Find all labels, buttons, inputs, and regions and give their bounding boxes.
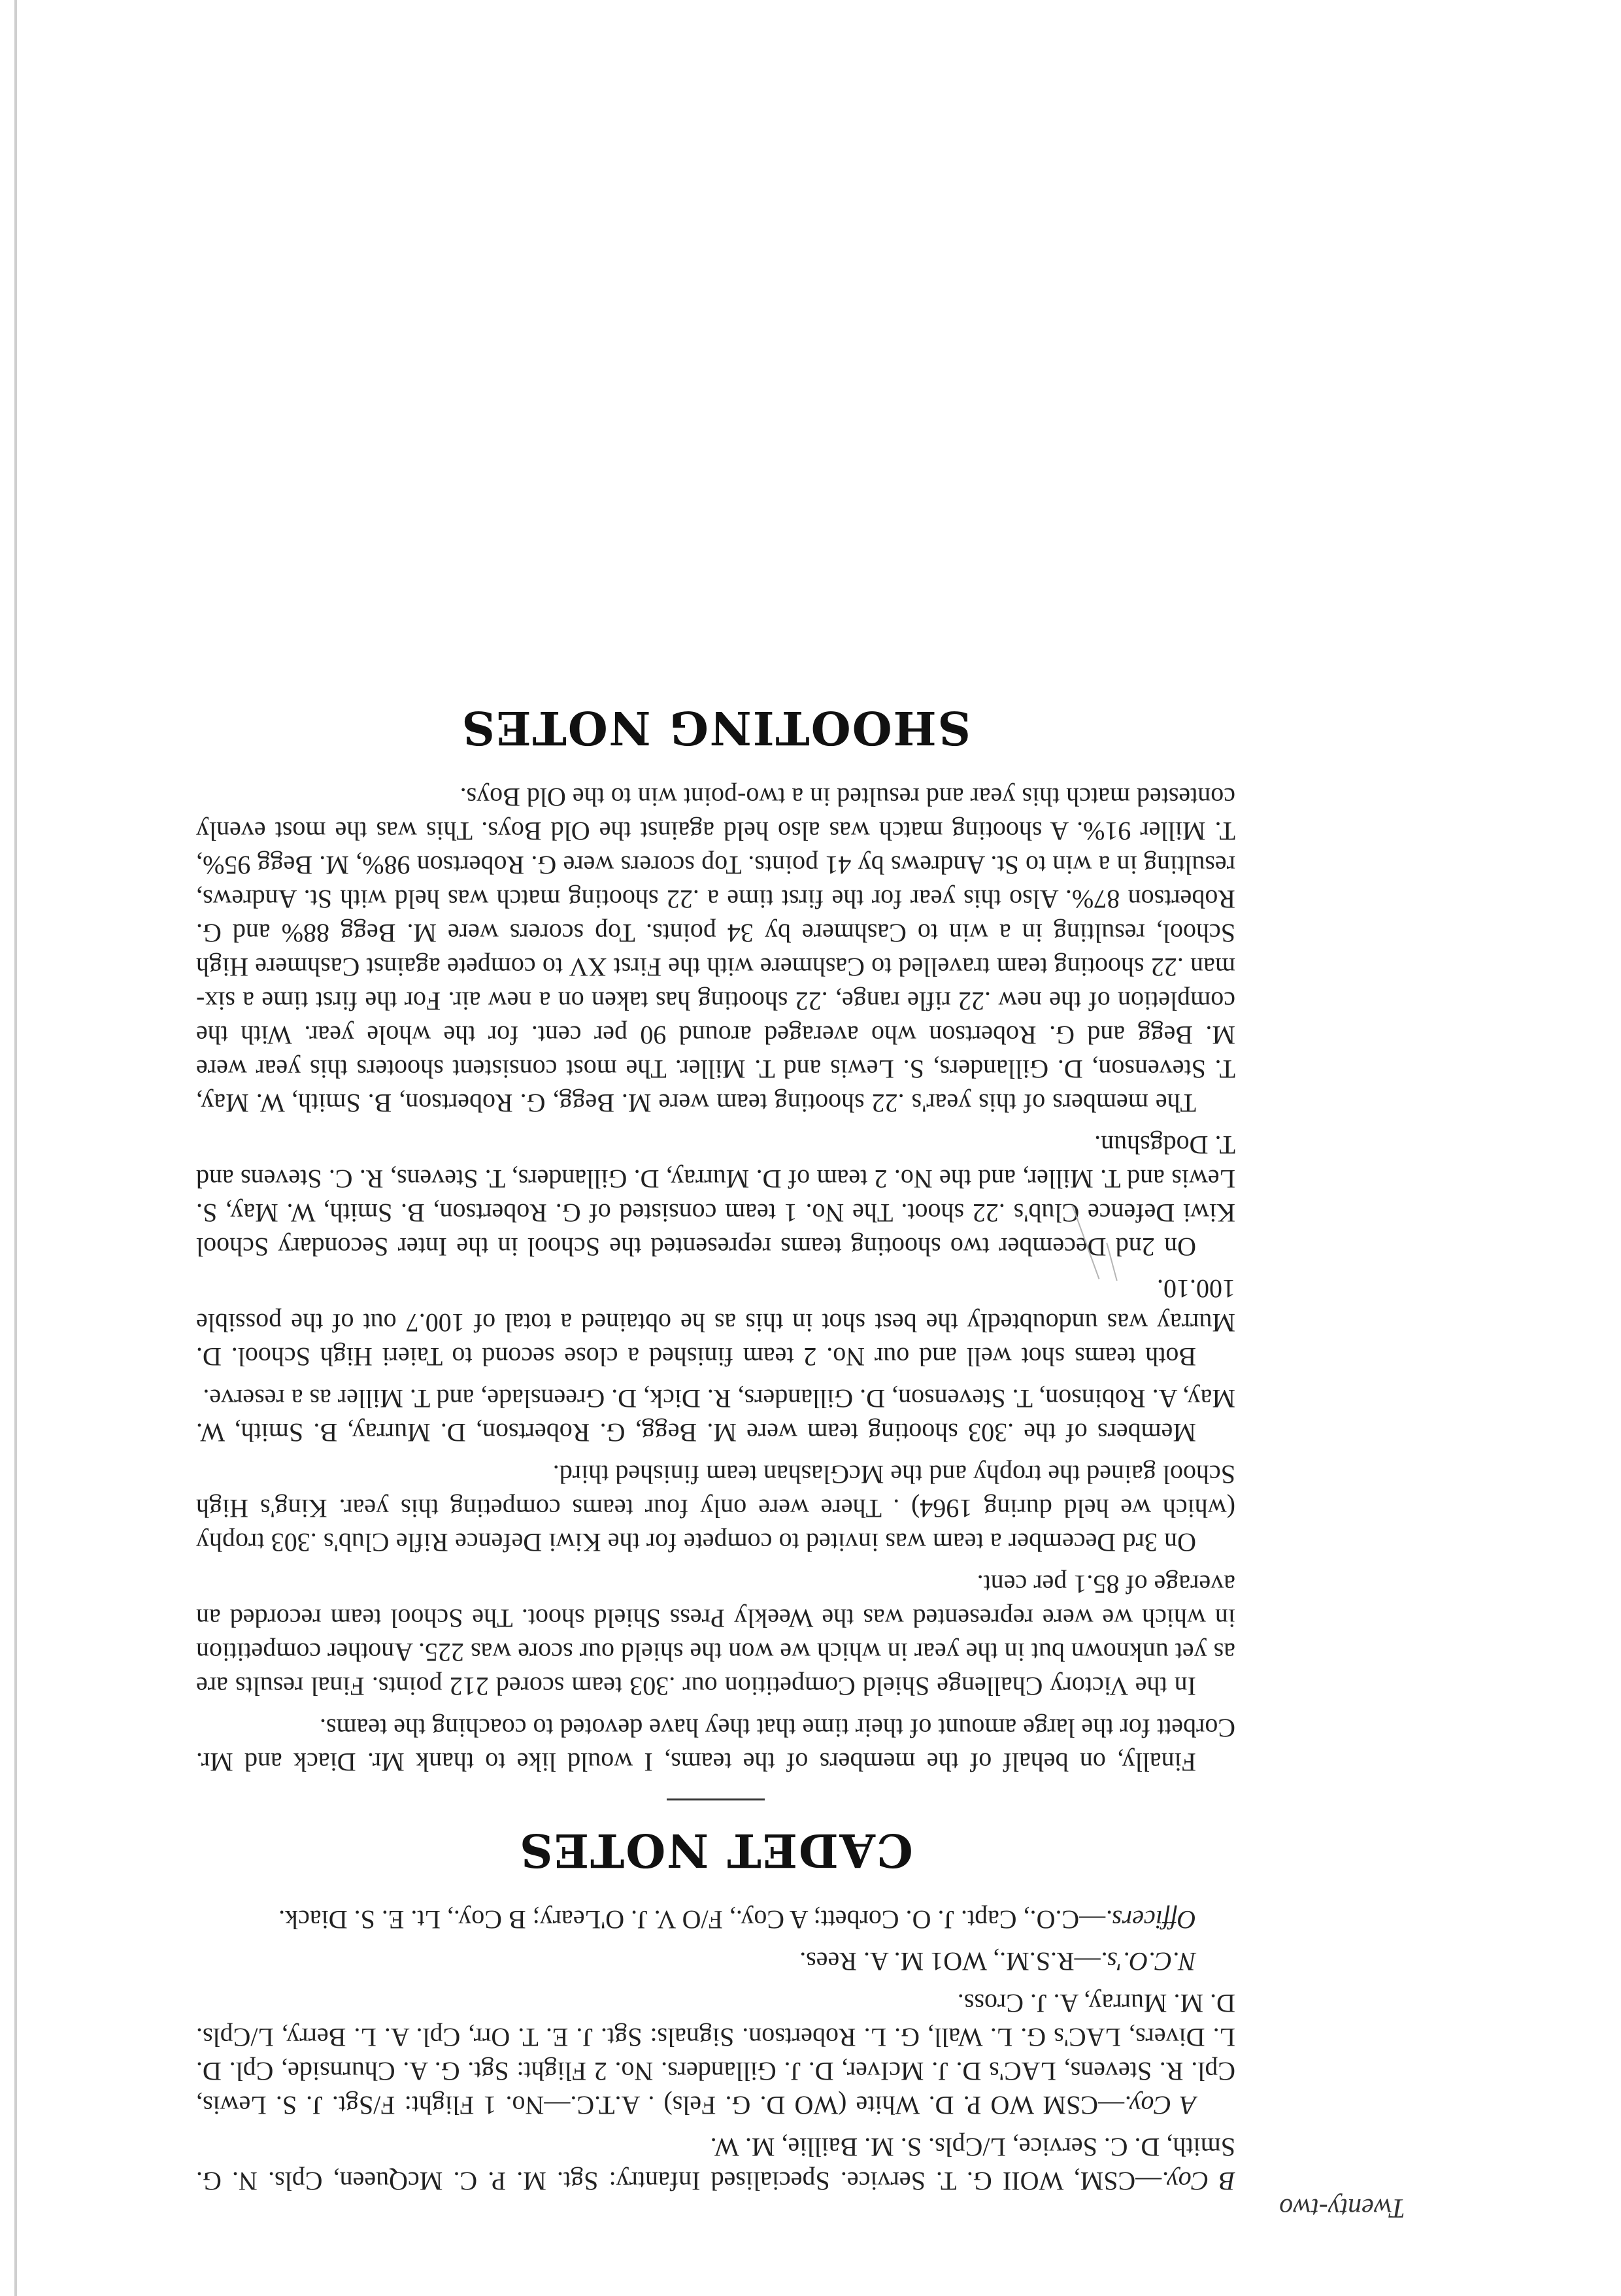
ncos-entry (196, 1944, 1235, 1978)
a-coy-label: A Coy. (1124, 2091, 1196, 2120)
page-content (196, 678, 1235, 2198)
page-number-label: Twenty-two (1279, 2193, 1405, 2223)
shooting-paragraph-4: Members of the .303 shooting team were M. Begg, G. Robertson, D. Murray, B. Smith, W. May, A. Robinson, T. Stevenson, D. Gillanders, R. Dick, D. Greenslade, and T. Miller as a reserve. (196, 1384, 1235, 1447)
officers-label: Officers. (1105, 1905, 1196, 1934)
officers-entry (196, 1902, 1235, 1936)
b-coy-entry (196, 2130, 1235, 2198)
a-coy-text: —CSM WO P. D. White (WO D. G. Fels) . A.T.C.—No. 1 Flight: F/Sgt. J. S. Lewis, Cpl. R. Stevens, LAC's D. J. McIver, D. J. Gillanders. No. 2 Flight: Sgt. G. A. Churnside, Cpl. D. L. Divers, LAC's G. L. Wall, G. L. Robertson. Signals: Sgt. J. E. T. Orr, Cpl. A. L. Berry, L/Cpls. D. M. Murray, A. J. Cross. (196, 1989, 1235, 2120)
shooting-notes-heading: SHOOTING NOTES (460, 701, 971, 755)
shooting-paragraph-1: The members of this year's .22 shooting team were M. Begg, G. Robertson, B. Smith, W. May, T. Stevenson, D. Gillanders, S. Lewis and T. Miller. The most consistent shooters this year were M. Begg and G. Robertson who averaged around 90 per cent. for the whole year. With the completion of the new .22 rifle range, .22 shooting has taken on a new air. For the first time a six-man .22 shooting team travelled to Cashmere with the First XV to compete against Cashmere High School, resulting in a win to Cashmere by 34 points. Top scorers were M. Begg 88% and G. Robertson 87%. Also this year for the first time a .22 shooting match was held with St. Andrews, resulting in a win to St. Andrews by 41 points. Top scorers were G. Robertson 98%, M. Begg 95%, T. Miller 91%. A shooting match was also held against the Old Boys. This was the most evenly contested match this year and resulted in a two-point win to the Old Boys. (196, 783, 1235, 1118)
b-coy-label: B Coy. (1161, 2167, 1235, 2196)
cadet-notes-heading: CADET NOTES (518, 1823, 913, 1878)
officers-text: —C.O., Capt. J. O. Corbett; A Coy., F/O V. J. O'Leary; B Coy., Lt. E. S. Diack. (278, 1905, 1106, 1934)
shooting-paragraph-3: Both teams shot well and our No. 2 team finished a close second to Taieri High School. D. Murray was undoubtedly the best shot in this as he obtained a total of 100.7 out of the possible 100.10. (196, 1274, 1235, 1372)
shooting-paragraph-7: Finally, on behalf of the members of the teams, I would like to thank Mr. Diack and Mr. Corbett for the large amount of their time that they have devoted to coaching the teams. (196, 1714, 1235, 1777)
shooting-paragraph-2: On 2nd December two shooting teams represented the School in the Inter Secondary School Kiwi Defence Club's .22 shoot. The No. 1 team consisted of G. Robertson, B. Smith, W. May, S. Lewis and T. Miller, and the No. 2 team of D. Murray, D. Gillanders, T. Stevens, R. C. Stevens and T. Dodgshun. (196, 1130, 1235, 1262)
shooting-paragraph-6: In the Victory Challenge Shield Competition our .303 team scored 212 points. Final results are as yet unknown but in the year in which we won the shield our score was 225. Another competition in which we were represented was the Weekly Press Shield shoot. The School team recorded an average of 85.1 per cent. (196, 1570, 1235, 1701)
ncos-text: —R.S.M., WO1 M. A. Rees. (799, 1947, 1101, 1976)
b-coy-text: —CSM, WOII G. T. Service. Specialised Infantry: Sgt. M. P. C. McQueen, Cpls. N. G. Smith, D. C. Service, L/Cpls. S. M. Baillie, M. W. (196, 2133, 1235, 2196)
shooting-paragraph-5: On 3rd December a team was invited to compete for the Kiwi Defence Rifle Club's .303 trophy (which we held during 1964) . There were only four teams competing this year. King's High School gained the trophy and the McGlashan team finished third. (196, 1460, 1235, 1557)
section-divider (667, 1798, 765, 1800)
a-coy-entry (196, 1986, 1235, 2122)
ncos-label: N.C.O.'s. (1100, 1947, 1196, 1976)
